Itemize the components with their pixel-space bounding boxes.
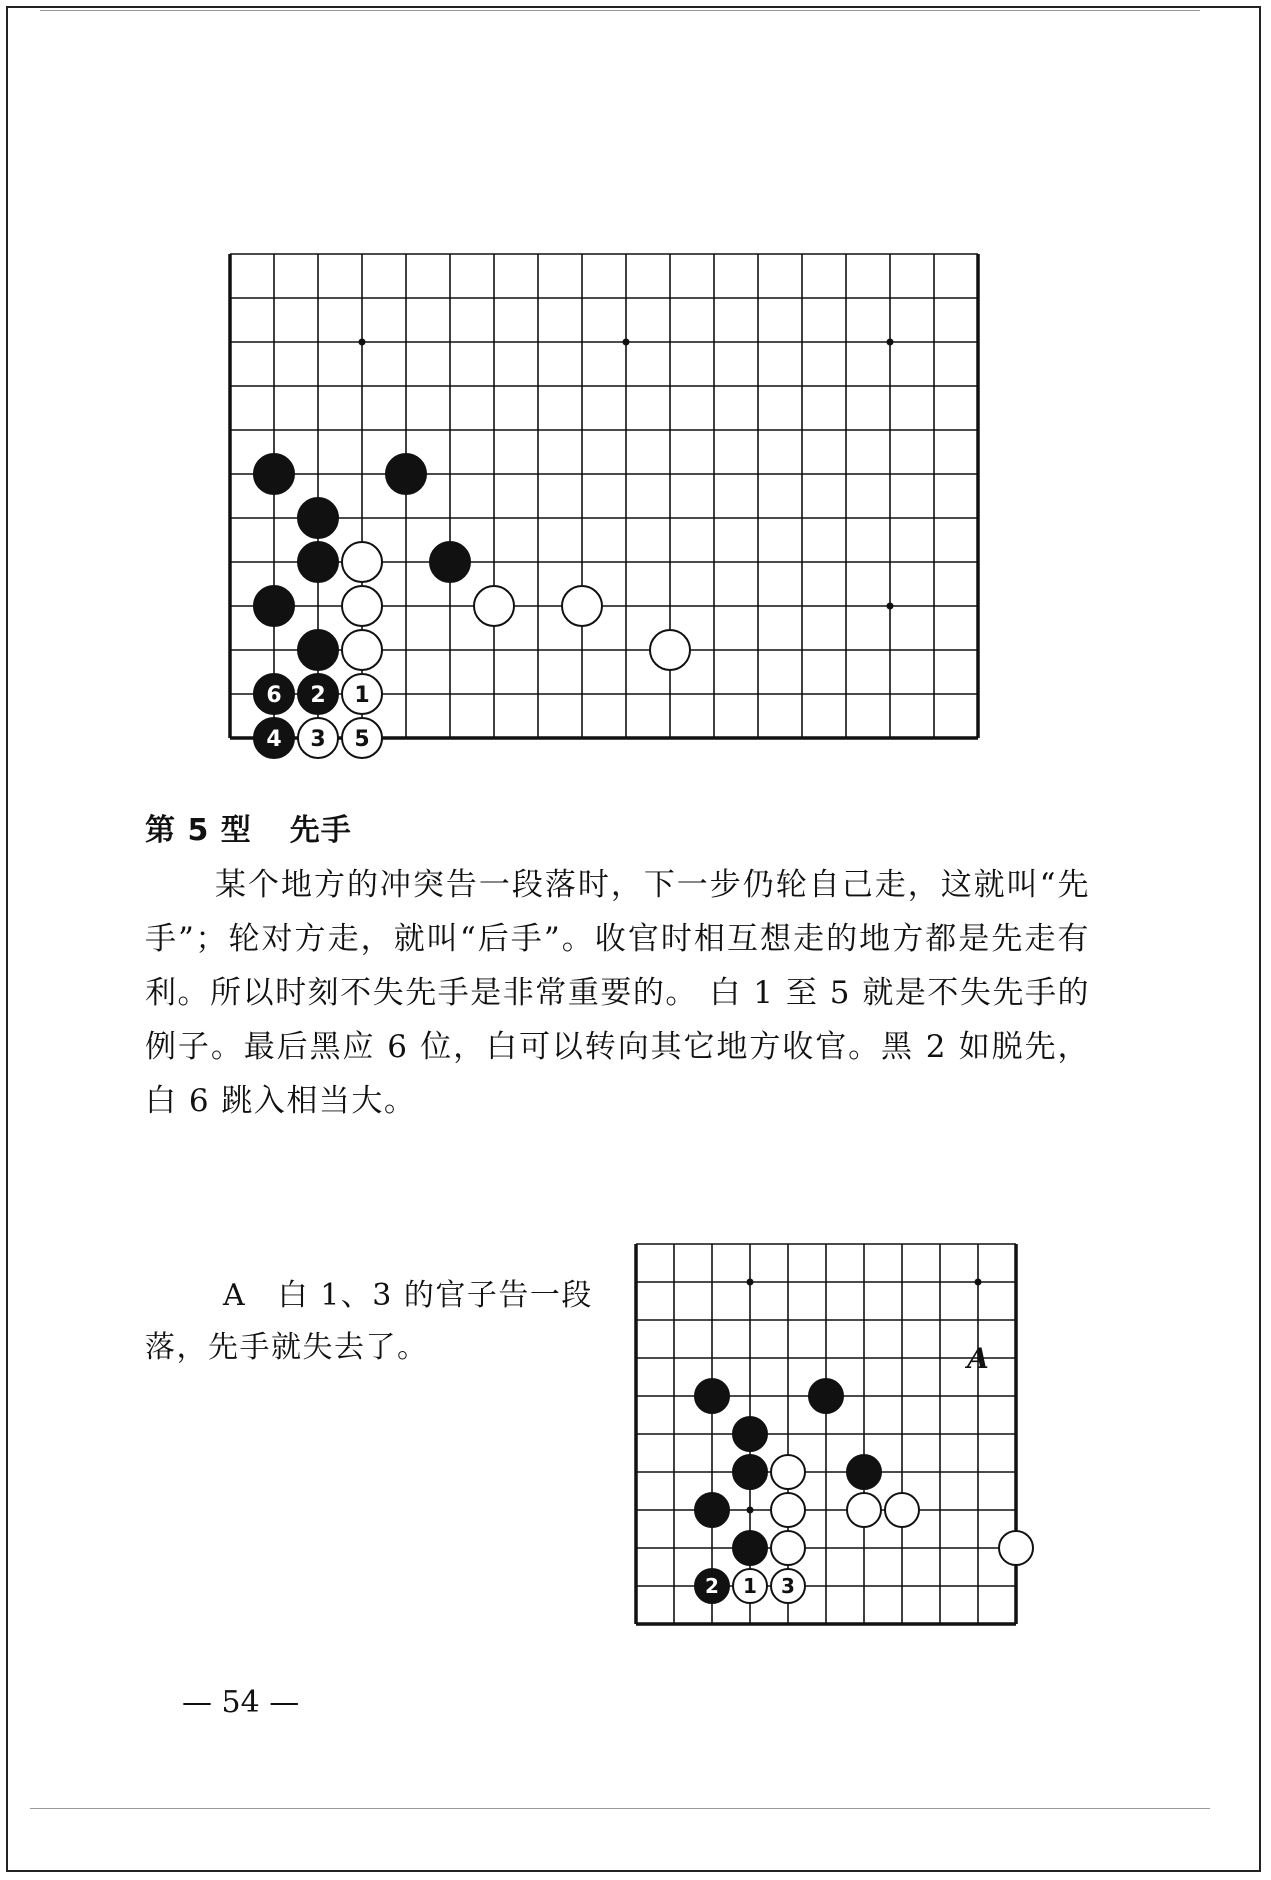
white-stone [342,630,382,670]
white-stone [474,586,514,626]
top-star-point [359,339,366,346]
bottom-grid [636,1244,1016,1624]
top-star-point [887,603,894,610]
go-board-top [228,252,1028,772]
black-stone [430,542,470,582]
stone-number-label: 3 [781,1574,795,1599]
bottom-star-point [975,1279,982,1286]
diagram-caption-a: A 白 1、3 的官子告一段落，先手就失去了。 [145,1278,593,1365]
black-stone [386,454,426,494]
go-diagram-top [228,252,1028,772]
white-stone [771,1455,805,1489]
go-diagram-bottom [634,1242,1084,1652]
bottom-star-point [747,1507,754,1514]
black-stone [695,1379,729,1413]
bottom-star-point [747,1279,754,1286]
white-stone [999,1531,1033,1565]
stone-number-label: 4 [266,726,282,752]
black-stone [733,1455,767,1489]
black-stone [695,1493,729,1527]
stone-number-label: 2 [705,1574,719,1599]
black-stone [254,586,294,626]
top-star-point [887,339,894,346]
black-stone [733,1417,767,1451]
white-stone [342,586,382,626]
white-stone [650,630,690,670]
black-stone [254,454,294,494]
black-stone [809,1379,843,1413]
page-number: — 54 — [182,1685,300,1720]
black-stone [847,1455,881,1489]
black-stone [298,498,338,538]
section-number: 第 5 型 [145,813,252,848]
board-marker-a: A [967,1342,989,1375]
white-stone [771,1493,805,1527]
go-board-bottom [634,1242,1084,1652]
stone-number-label: 2 [310,682,326,708]
black-stone [733,1531,767,1565]
white-stone [562,586,602,626]
top-star-point [623,339,630,346]
white-stone [771,1531,805,1565]
section-subtitle: 先手 [289,813,352,848]
top-grid [230,254,978,738]
stone-number-label: 1 [354,682,370,708]
stone-number-label: 3 [310,726,326,752]
body-paragraph: 某个地方的冲突告一段落时，下一步仍轮自己走，这就叫“先手”；轮对方走，就叫“后手”。收官时相互想走的地方都是先走有利。所以时刻不失先手是非常重要的。 白 1 至 5 就是不失先手的例子。最后黑应 6 位，白可以转向其它地方收官。黑 2 如脱先，白 6 跳入相当大。 [145,867,1090,1119]
white-stone [885,1493,919,1527]
stone-number-label: 1 [743,1574,757,1599]
white-stone [342,542,382,582]
black-stone [298,630,338,670]
white-stone [847,1493,881,1527]
black-stone [298,542,338,582]
stone-number-label: 5 [354,726,370,752]
scan-artifact-top [40,10,1200,11]
stone-number-label: 6 [266,682,282,708]
section-title [145,805,352,849]
scan-artifact-bottom [30,1808,1210,1809]
